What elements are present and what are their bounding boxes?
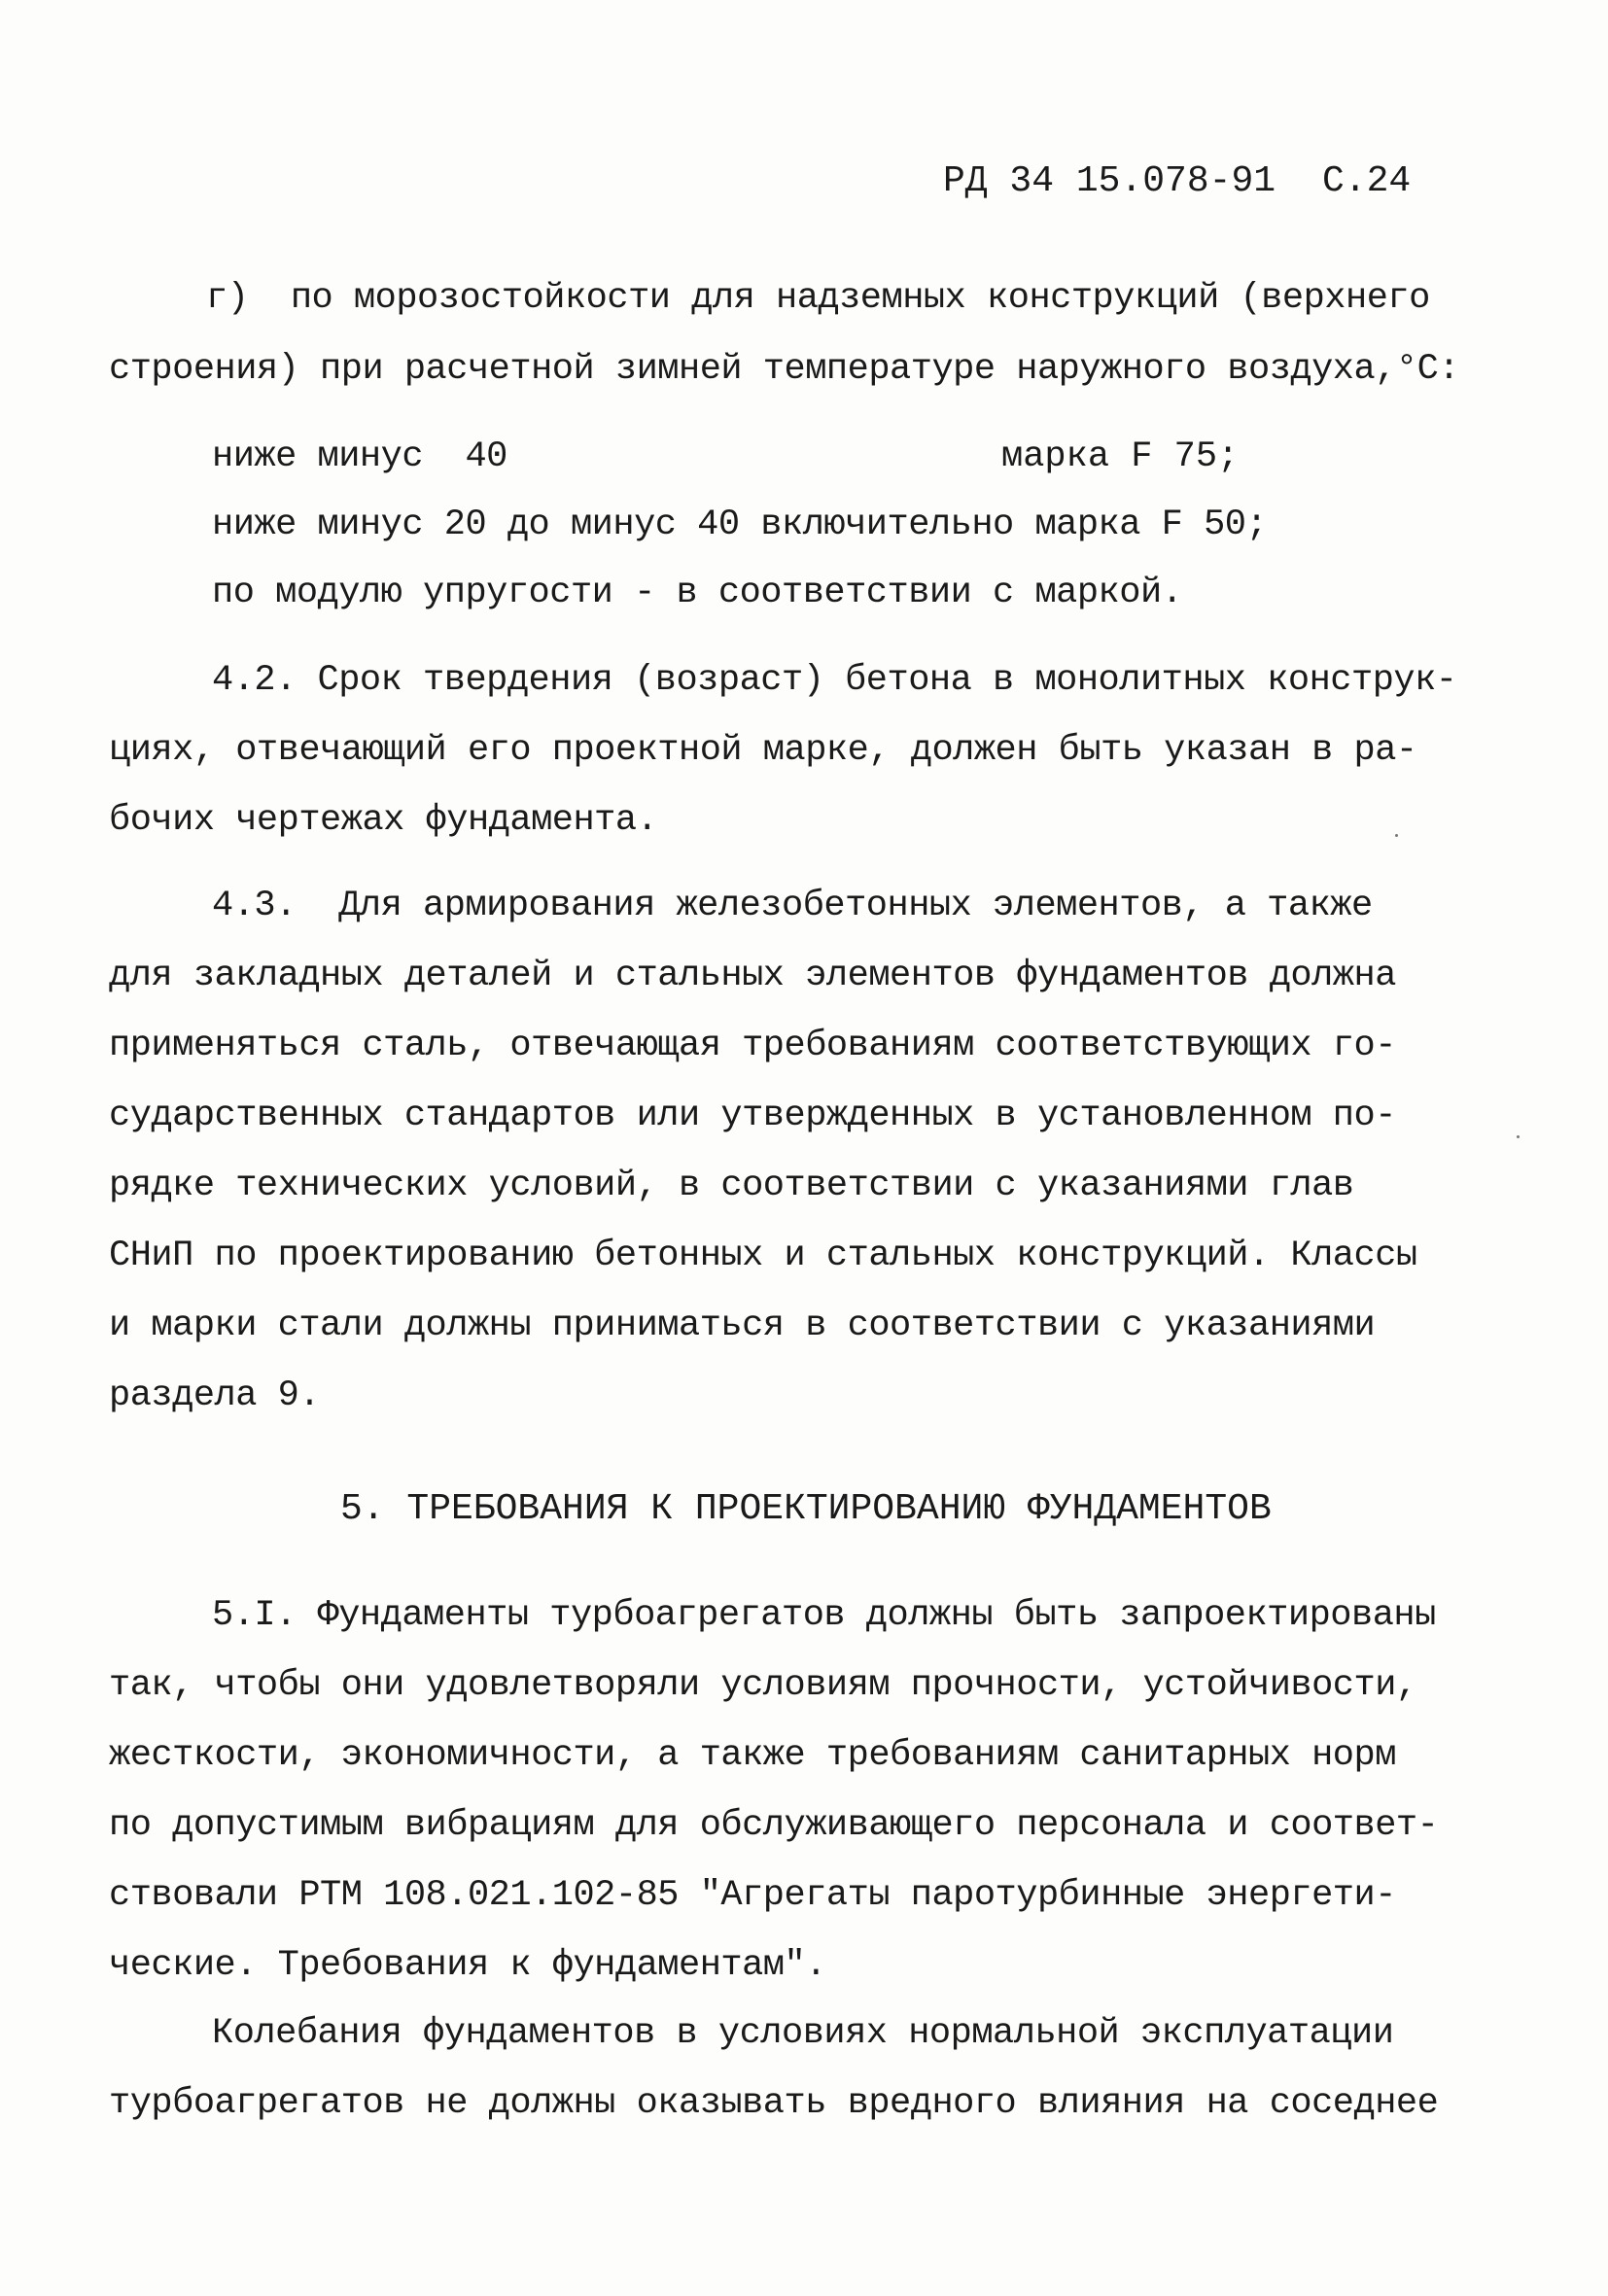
para-4-3-line-4: сударственных стандартов или утвержденных в установленном по- — [109, 1096, 1396, 1136]
para-4-3-line-6: СНиП по проектированию бетонных и стальных конструкций. Классы — [109, 1235, 1417, 1276]
para-5-1-line-7: Колебания фундаментов в условиях нормальной эксплуатации — [212, 2013, 1394, 2054]
para-4-2-line-3: бочих чертежах фундамента. — [109, 800, 658, 841]
para-4-2-line-2: циях, отвечающий его проектной марке, должен быть указан в ра- — [109, 730, 1417, 771]
para-4-3-line-1: 4.3. Для армирования железобетонных элементов, а также — [212, 886, 1373, 926]
para-5-1-line-8: турбоагрегатов не должны оказывать вредного влияния на соседнее — [109, 2083, 1439, 2124]
item-g-line-2: строения) при расчетной зимней температуре наружного воздуха,°С: — [109, 349, 1460, 390]
para-4-3-line-8: раздела 9. — [109, 1375, 321, 1416]
page-number: С.24 — [1322, 160, 1412, 202]
grade-row-2: ниже минус 20 до минус 40 включительно марка F 50; — [212, 504, 1268, 545]
para-4-3-line-2: для закладных деталей и стальных элементов фундаментов должна — [109, 956, 1396, 996]
grade-row-1-condition: ниже минус 40 — [212, 436, 507, 477]
para-4-3-line-7: и марки стали должны приниматься в соответствии с указаниями — [109, 1305, 1376, 1346]
para-5-1-line-5: ствовали РТМ 108.021.102-85 "Агрегаты паротурбинные энергети- — [109, 1875, 1396, 1916]
para-4-3-line-5: рядке технических условий, в соответствии с указаниями глав — [109, 1165, 1354, 1206]
para-4-2-line-1: 4.2. Срок твердения (возраст) бетона в монолитных конструк- — [212, 660, 1457, 701]
grade-row-3: по модулю упругости - в соответствии с маркой. — [212, 573, 1183, 613]
document-code: РД 34 15.078-91 — [943, 160, 1276, 202]
para-5-1-line-3: жесткости, экономичности, а также требованиям санитарных норм — [109, 1735, 1396, 1776]
para-5-1-line-6: ческие. Требования к фундаментам". — [109, 1945, 826, 1986]
para-5-1-line-1: 5.I. Фундаменты турбоагрегатов должны быть запроектированы — [212, 1595, 1436, 1636]
section-5-heading: 5. ТРЕБОВАНИЯ К ПРОЕКТИРОВАНИЮ ФУНДАМЕНТОВ — [340, 1488, 1272, 1530]
para-4-3-line-3: применяться сталь, отвечающая требованиям соответствующих го- — [109, 1026, 1396, 1066]
scan-speck — [1395, 834, 1398, 837]
grade-row-1-grade: марка F 75; — [1001, 436, 1240, 477]
para-5-1-line-2: так, чтобы они удовлетворяли условиям прочности, устойчивости, — [109, 1665, 1417, 1706]
item-g-line-1: г) по морозостойкости для надземных конструкций (верхнего — [206, 278, 1430, 319]
scan-speck — [1517, 1135, 1520, 1138]
para-5-1-line-4: по допустимым вибрациям для обслуживающего персонала и соответ- — [109, 1805, 1439, 1846]
